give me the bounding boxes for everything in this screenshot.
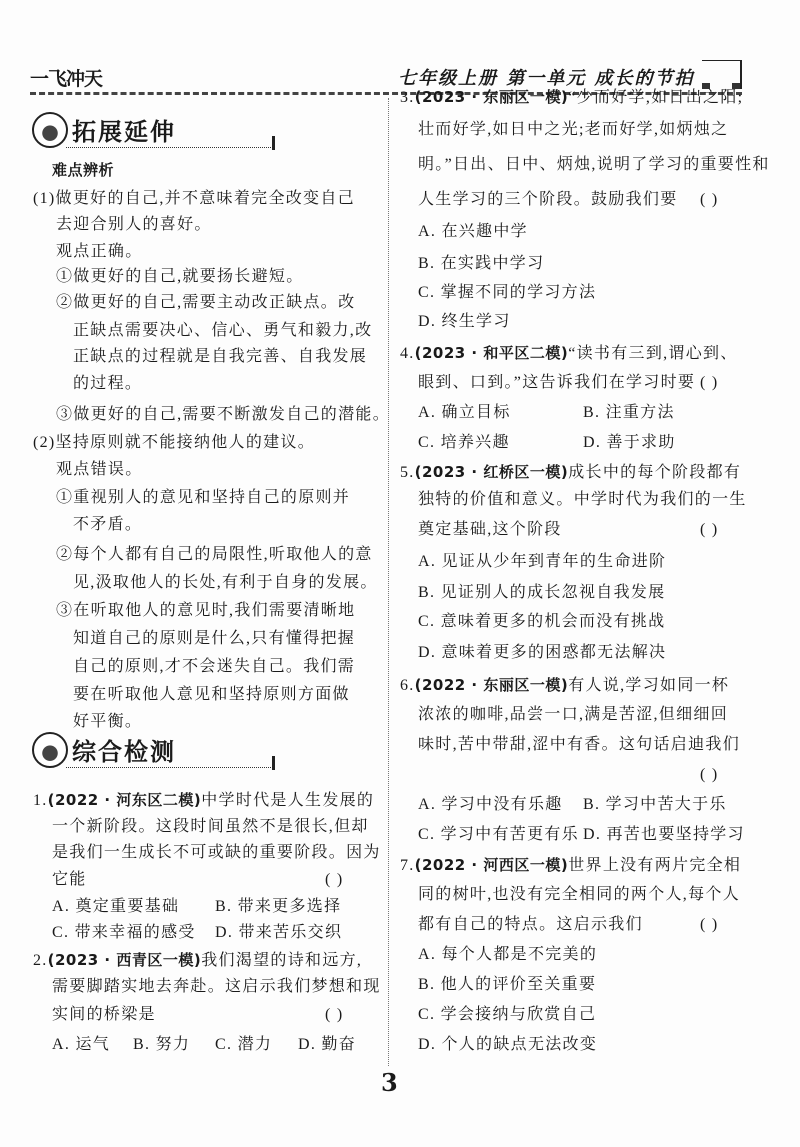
corner-ornament-icon: [702, 60, 742, 89]
answer-option: A. 见证从少年到青年的生命进阶: [418, 553, 667, 570]
subsection-title: 难点辨析: [52, 161, 115, 179]
question-source: (2022 · 东丽区一模): [414, 676, 569, 694]
analysis-line: 的过程。: [73, 375, 143, 392]
answer-option: B. 带来更多选择: [215, 898, 342, 915]
question-stem: 眼到、口到。”这告诉我们在学习时要: [418, 374, 696, 391]
brand-logo-text: 一飞冲天: [30, 68, 103, 90]
section-emblem-icon: [32, 112, 68, 148]
question-number-label: 7.: [400, 857, 415, 874]
question-source: (2022 · 河东区二模): [47, 791, 202, 809]
section-title: 拓展延伸: [72, 118, 176, 146]
analysis-line: 要在听取他人意见和坚持原则方面做: [73, 686, 350, 703]
question-stem: 世界上没有两片完全相: [568, 857, 742, 874]
analysis-line: 正缺点的过程就是自我完善、自我发展: [73, 348, 368, 365]
answer-option: A. 运气: [52, 1036, 111, 1053]
answer-option: C. 培养兴趣: [418, 434, 510, 451]
analysis-line: ①做更好的自己,就要扬长避短。: [56, 268, 304, 285]
answer-option: A. 在兴趣中学: [418, 223, 528, 240]
analysis-line: ③做更好的自己,需要不断激发自己的潜能。: [56, 406, 391, 423]
answer-option: D. 带来苦乐交织: [215, 924, 343, 941]
answer-option: A. 学习中没有乐趣: [418, 796, 563, 813]
question-first-line: [400, 675, 729, 695]
column-divider: [388, 98, 389, 1066]
question-stem: “读书有三到,谓心到、: [568, 345, 738, 362]
question-number-label: 6.: [400, 677, 415, 694]
question-stem: 壮而好学,如日中之光;老而好学,如炳烛之: [418, 121, 729, 138]
answer-option: D. 善于求助: [583, 434, 676, 451]
answer-option: C. 掌握不同的学习方法: [418, 284, 597, 301]
question-stem: 有人说,学习如同一杯: [568, 677, 730, 694]
answer-option: A. 每个人都是不完美的: [418, 946, 598, 963]
question-number-label: 2.: [33, 952, 48, 969]
analysis-line: 去迎合别人的喜好。: [56, 216, 212, 233]
answer-option: D. 勤奋: [298, 1036, 357, 1053]
question-stem: 是我们一生成长不可或缺的重要阶段。因为: [52, 844, 381, 861]
question-first-line: [400, 343, 738, 363]
answer-blank[interactable]: ( ): [700, 191, 719, 208]
question-stem: “少而好学,如日出之阳;: [568, 89, 744, 106]
answer-option: A. 奠定重要基础: [52, 898, 180, 915]
section-heading-test: [30, 730, 275, 770]
question-stem: 人生学习的三个阶段。鼓励我们要: [418, 191, 678, 208]
analysis-line: (1)做更好的自己,并不意味着完全改变自己: [33, 190, 355, 207]
question-first-line: [33, 790, 374, 810]
answer-option: C. 意味着更多的机会而没有挑战: [418, 613, 666, 630]
question-first-line: [400, 462, 741, 482]
question-stem: 奠定基础,这个阶段: [418, 521, 562, 538]
question-stem: 它能: [52, 871, 87, 888]
answer-blank[interactable]: ( ): [325, 1006, 344, 1023]
question-stem: 成长中的每个阶段都有: [568, 464, 742, 481]
question-stem: 我们渴望的诗和远方,: [201, 952, 363, 969]
question-stem: 实间的桥梁是: [52, 1006, 156, 1023]
answer-blank[interactable]: ( ): [325, 871, 344, 888]
answer-option: B. 在实践中学习: [418, 255, 545, 272]
question-source: (2023 · 红桥区一模): [414, 463, 569, 481]
analysis-line: 正缺点需要决心、信心、勇气和毅力,改: [73, 322, 373, 339]
question-stem: 味时,苦中带甜,涩中有香。这句话启迪我们: [418, 736, 741, 753]
answer-option: B. 努力: [133, 1036, 191, 1053]
question-number-label: 3.: [400, 89, 415, 106]
answer-option: D. 个人的缺点无法改变: [418, 1036, 598, 1053]
analysis-line: ①重视别人的意见和坚持自己的原则并: [56, 489, 351, 506]
section-heading-extension: [30, 110, 275, 150]
answer-option: B. 注重方法: [583, 404, 675, 421]
question-number-label: 5.: [400, 464, 415, 481]
answer-blank[interactable]: ( ): [700, 374, 719, 391]
analysis-line: 知道自己的原则是什么,只有懂得把握: [73, 630, 356, 647]
question-stem: 需要脚踏实地去奔赴。这启示我们梦想和现: [52, 978, 381, 995]
question-first-line: [400, 87, 743, 107]
answer-blank[interactable]: ( ): [700, 766, 719, 783]
question-source: (2023 · 东丽区一模): [414, 88, 569, 106]
answer-blank[interactable]: ( ): [700, 521, 719, 538]
question-source: (2023 · 西青区一模): [47, 951, 202, 969]
question-number-label: 1.: [33, 792, 48, 809]
question-stem: 独特的价值和意义。中学时代为我们的一生: [418, 491, 747, 508]
answer-option: A. 确立目标: [418, 404, 511, 421]
question-stem: 都有自己的特点。这启示我们: [418, 916, 643, 933]
section-title: 综合检测: [72, 738, 176, 766]
analysis-line: 观点错误。: [56, 461, 143, 478]
question-number-label: 4.: [400, 345, 415, 362]
question-first-line: [400, 855, 741, 875]
question-stem: 浓浓的咖啡,品尝一口,满是苦涩,但细细回: [418, 706, 729, 723]
answer-blank[interactable]: ( ): [700, 916, 719, 933]
analysis-line: 好平衡。: [73, 713, 143, 730]
question-stem: 中学时代是人生发展的: [201, 792, 375, 809]
page-number: 3: [381, 1068, 398, 1097]
analysis-line: (2)坚持原则就不能接纳他人的建议。: [33, 434, 316, 451]
answer-option: B. 见证别人的成长忽视自我发展: [418, 584, 666, 601]
answer-option: D. 终生学习: [418, 313, 511, 330]
question-source: (2022 · 河西区一模): [414, 856, 569, 874]
answer-option: C. 带来幸福的感受: [52, 924, 196, 941]
question-source: (2023 · 和平区二模): [414, 344, 569, 362]
answer-option: D. 再苦也要坚持学习: [583, 826, 745, 843]
answer-option: B. 学习中苦大于乐: [583, 796, 727, 813]
analysis-line: ②每个人都有自己的局限性,听取他人的意: [56, 546, 373, 563]
analysis-line: 不矛盾。: [73, 516, 143, 533]
answer-option: C. 学习中有苦更有乐: [418, 826, 579, 843]
analysis-line: 见,汲取他人的长处,有利于自身的发展。: [73, 574, 378, 591]
analysis-line: 观点正确。: [56, 243, 143, 260]
analysis-line: 自己的原则,才不会迷失自己。我们需: [73, 658, 356, 675]
analysis-line: ③在听取他人的意见时,我们需要清晰地: [56, 602, 356, 619]
answer-option: C. 学会接纳与欣赏自己: [418, 1006, 597, 1023]
question-first-line: [33, 950, 362, 970]
question-stem: 一个新阶段。这段时间虽然不是很长,但却: [52, 818, 369, 835]
answer-option: B. 他人的评价至关重要: [418, 976, 597, 993]
unit-title: 七年级上册 第一单元 成长的节拍: [398, 68, 695, 89]
analysis-line: ②做更好的自己,需要主动改正缺点。改: [56, 294, 356, 311]
question-stem: 明。”日出、日中、炳烛,说明了学习的重要性和: [418, 156, 770, 173]
answer-option: C. 潜力: [215, 1036, 273, 1053]
question-stem: 同的树叶,也没有完全相同的两个人,每个人: [418, 886, 741, 903]
section-emblem-icon: [32, 732, 68, 768]
answer-option: D. 意味着更多的困惑都无法解决: [418, 644, 667, 661]
